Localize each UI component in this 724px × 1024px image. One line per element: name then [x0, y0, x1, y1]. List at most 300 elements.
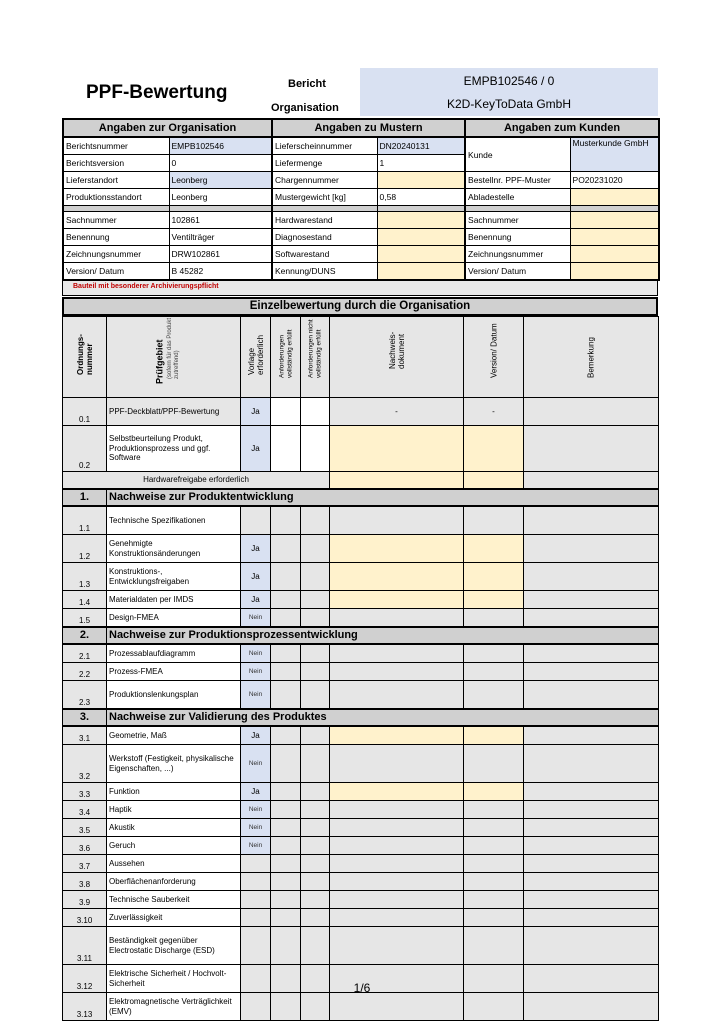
nachweis-cell[interactable] [330, 745, 464, 783]
vorlage-cell[interactable]: Ja [241, 783, 271, 801]
nicht-erfuellt-checkbox[interactable] [301, 535, 330, 563]
info-row [63, 212, 659, 229]
row-number: 3.11 [63, 927, 107, 965]
col-ordnung [63, 317, 107, 398]
col-ordnung-label: Ordnungs- nummer [75, 334, 94, 375]
col-erfuellt [271, 317, 301, 398]
bemerkung-cell[interactable] [524, 726, 659, 745]
nicht-erfuellt-checkbox[interactable] [301, 663, 330, 681]
version-cell[interactable] [464, 891, 524, 909]
row-text: Prozessablaufdiagramm [107, 644, 241, 663]
nicht-erfuellt-checkbox[interactable] [301, 891, 330, 909]
table-row [63, 681, 659, 710]
hardware-note: Hardwarefreigabe erforderlich [63, 472, 330, 490]
kunde-value[interactable] [570, 212, 659, 229]
section-row [63, 489, 659, 506]
nachweis-cell[interactable] [330, 644, 464, 663]
col-nachweis [330, 317, 464, 398]
nachweis-cell[interactable] [330, 535, 464, 563]
org-value[interactable]: B 45282 [169, 263, 272, 281]
muster-label: Softwarestand [272, 246, 377, 263]
erfuellt-checkbox[interactable] [271, 819, 301, 837]
section-row [63, 709, 659, 726]
nicht-erfuellt-checkbox[interactable] [301, 591, 330, 609]
nicht-erfuellt-checkbox[interactable] [301, 745, 330, 783]
row-text: Werkstoff (Festigkeit, physikalische Eigenschaften, ...) [107, 745, 241, 783]
bemerkung-cell[interactable] [524, 563, 659, 591]
nicht-erfuellt-checkbox[interactable] [301, 398, 330, 426]
muster-value[interactable] [377, 246, 465, 263]
kunde-value[interactable] [570, 189, 659, 206]
version-cell[interactable] [464, 726, 524, 745]
org-label: Berichtsnummer [63, 137, 169, 155]
table-row [63, 819, 659, 837]
archive-note: Bauteil mit besonderer Archivierungspflicht [73, 283, 219, 290]
row-text: Zuverlässigkeit [107, 909, 241, 927]
row-number: 3.2 [63, 745, 107, 783]
erfuellt-checkbox[interactable] [271, 726, 301, 745]
bemerkung-cell[interactable] [524, 644, 659, 663]
nicht-erfuellt-checkbox[interactable] [301, 801, 330, 819]
report-header [62, 68, 658, 118]
row-text: Akustik [107, 819, 241, 837]
row-number: 2.1 [63, 644, 107, 663]
table-row [63, 745, 659, 783]
version-cell[interactable] [464, 745, 524, 783]
table-row [63, 398, 659, 426]
bemerkung-cell[interactable] [524, 398, 659, 426]
col-bemerkung [524, 317, 659, 398]
nachweis-cell[interactable] [330, 873, 464, 891]
table-row [63, 891, 659, 909]
org-label: Benennung [63, 229, 169, 246]
bemerkung-cell[interactable] [524, 801, 659, 819]
section-title: Nachweise zur Validierung des Produktes [107, 709, 659, 726]
version-cell[interactable] [464, 644, 524, 663]
row-number: 1.1 [63, 506, 107, 535]
section-number: 3. [63, 709, 107, 726]
org-value[interactable]: Leonberg [169, 189, 272, 206]
nicht-erfuellt-checkbox[interactable] [301, 819, 330, 837]
ppf-document [62, 68, 658, 1021]
bemerkung-cell[interactable] [524, 909, 659, 927]
erfuellt-checkbox[interactable] [271, 563, 301, 591]
version-cell[interactable] [464, 993, 524, 1021]
version-cell[interactable] [464, 663, 524, 681]
row-text: Haptik [107, 801, 241, 819]
vorlage-cell[interactable] [241, 993, 271, 1021]
bemerkung-cell[interactable] [524, 855, 659, 873]
nachweis-cell[interactable] [330, 506, 464, 535]
muster-label: Kennung/DUNS [272, 263, 377, 281]
kunde-label: Version/ Datum [465, 263, 570, 281]
nachweis-cell[interactable] [330, 663, 464, 681]
nachweis-cell[interactable] [330, 726, 464, 745]
erfuellt-checkbox[interactable] [271, 591, 301, 609]
nicht-erfuellt-checkbox[interactable] [301, 873, 330, 891]
version-cell[interactable] [464, 927, 524, 965]
kunde-label: Zeichnungsnummer [465, 246, 570, 263]
version-cell[interactable] [464, 837, 524, 855]
row-text: Elektromagnetische Verträglichkeit (EMV) [107, 993, 241, 1021]
muster-label: Liefermenge [272, 155, 377, 172]
col-bemerkung-label: Bemerkung [586, 336, 596, 378]
vorlage-cell[interactable] [241, 873, 271, 891]
row-number: 1.2 [63, 535, 107, 563]
vorlage-cell[interactable]: Ja [241, 535, 271, 563]
bemerkung-cell[interactable] [524, 472, 659, 490]
bemerkung-cell[interactable] [524, 426, 659, 472]
table-row [63, 909, 659, 927]
table-row [63, 993, 659, 1021]
bemerkung-cell[interactable] [524, 591, 659, 609]
muster-value[interactable] [377, 172, 465, 189]
col-erfuellt-label: Anforderungen vollständig erfüllt [278, 329, 293, 378]
org-value[interactable]: Leonberg [169, 172, 272, 189]
section-number: 1. [63, 489, 107, 506]
row-number: 1.3 [63, 563, 107, 591]
evaluation-table [62, 316, 659, 1021]
row-text: Genehmigte Konstruktionsänderungen [107, 535, 241, 563]
row-text: Geruch [107, 837, 241, 855]
bemerkung-cell[interactable] [524, 681, 659, 710]
row-number: 3.8 [63, 873, 107, 891]
table-row [63, 591, 659, 609]
version-cell[interactable] [464, 609, 524, 628]
kunde-label: Kunde [465, 137, 570, 172]
nachweis-cell[interactable]: - [330, 398, 464, 426]
table-row [63, 563, 659, 591]
version-cell[interactable] [464, 855, 524, 873]
nachweis-cell[interactable] [330, 993, 464, 1021]
nachweis-cell[interactable] [330, 609, 464, 628]
erfuellt-checkbox[interactable] [271, 855, 301, 873]
org-value[interactable]: Ventilträger [169, 229, 272, 246]
nachweis-cell[interactable] [330, 909, 464, 927]
row-text: Design-FMEA [107, 609, 241, 628]
vorlage-cell[interactable]: Nein [241, 801, 271, 819]
section-title: Nachweise zur Produktentwicklung [107, 489, 659, 506]
nachweis-cell[interactable] [330, 591, 464, 609]
col-nicht-erfuellt [301, 317, 330, 398]
kunde-section-title: Angaben zum Kunden [465, 119, 659, 137]
kunde-value[interactable] [570, 229, 659, 246]
col-nicht-label: Anforderungen nicht vollständig erfüllt [307, 319, 322, 378]
vorlage-cell[interactable]: Nein [241, 681, 271, 710]
nachweis-cell[interactable] [330, 783, 464, 801]
nicht-erfuellt-checkbox[interactable] [301, 909, 330, 927]
kunde-label: Benennung [465, 229, 570, 246]
org-label: Lieferstandort [63, 172, 169, 189]
muster-value[interactable] [377, 229, 465, 246]
nachweis-cell[interactable] [330, 837, 464, 855]
row-number: 2.2 [63, 663, 107, 681]
table-row [63, 644, 659, 663]
bemerkung-cell[interactable] [524, 993, 659, 1021]
bemerkung-cell[interactable] [524, 535, 659, 563]
bemerkung-cell[interactable] [524, 663, 659, 681]
table-row [63, 426, 659, 472]
kunde-value[interactable] [570, 263, 659, 281]
muster-label: Chargennummer [272, 172, 377, 189]
vorlage-cell[interactable]: Nein [241, 663, 271, 681]
nachweis-cell[interactable] [330, 819, 464, 837]
nicht-erfuellt-checkbox[interactable] [301, 506, 330, 535]
table-row [63, 873, 659, 891]
row-number: 0.1 [63, 398, 107, 426]
muster-value[interactable]: 1 [377, 155, 465, 172]
table-row [63, 535, 659, 563]
nicht-erfuellt-checkbox[interactable] [301, 644, 330, 663]
organisation-value[interactable]: K2D-KeyToData GmbH [446, 97, 572, 111]
row-number: 3.1 [63, 726, 107, 745]
version-cell[interactable] [464, 783, 524, 801]
vorlage-cell[interactable]: Nein [241, 837, 271, 855]
nicht-erfuellt-checkbox[interactable] [301, 837, 330, 855]
muster-label: Diagnosestand [272, 229, 377, 246]
nicht-erfuellt-checkbox[interactable] [301, 726, 330, 745]
row-number: 3.5 [63, 819, 107, 837]
info-row [63, 172, 659, 189]
row-text: Elektrische Sicherheit / Hochvolt-Sicherheit [107, 965, 241, 993]
org-section-title: Angaben zur Organisation [63, 119, 272, 137]
organisation-label: Organisation [271, 102, 339, 114]
col-vorlage [241, 317, 271, 398]
erfuellt-checkbox[interactable] [271, 873, 301, 891]
nachweis-cell[interactable] [330, 891, 464, 909]
info-row [63, 246, 659, 263]
bericht-label: Bericht [288, 78, 326, 90]
erfuellt-checkbox[interactable] [271, 426, 301, 472]
col-pruef-sublabel: (sofern für das Produkt zutreffend) [166, 317, 180, 379]
bemerkung-cell[interactable] [524, 891, 659, 909]
table-row [63, 663, 659, 681]
col-version [464, 317, 524, 398]
bemerkung-cell[interactable] [524, 745, 659, 783]
header-value-box [360, 68, 658, 116]
info-row [63, 189, 659, 206]
section-title: Nachweise zur Produktionsprozessentwicklung [107, 627, 659, 644]
org-label: Zeichnungsnummer [63, 246, 169, 263]
bemerkung-cell[interactable] [524, 783, 659, 801]
row-number: 3.10 [63, 909, 107, 927]
col-nachweis-label: Nachweis- dokument [387, 331, 406, 369]
bemerkung-cell[interactable] [524, 609, 659, 628]
page-number: 1/6 [353, 981, 371, 995]
erfuellt-checkbox[interactable] [271, 783, 301, 801]
row-number: 3.13 [63, 993, 107, 1021]
nachweis-cell[interactable] [330, 927, 464, 965]
version-cell[interactable] [464, 472, 524, 490]
muster-value[interactable] [377, 212, 465, 229]
nachweis-cell[interactable] [330, 801, 464, 819]
nicht-erfuellt-checkbox[interactable] [301, 563, 330, 591]
nicht-erfuellt-checkbox[interactable] [301, 783, 330, 801]
muster-value[interactable] [377, 263, 465, 281]
erfuellt-checkbox[interactable] [271, 663, 301, 681]
nachweis-cell[interactable] [330, 855, 464, 873]
muster-value[interactable]: DN20240131 [377, 137, 465, 155]
org-label: Sachnummer [63, 212, 169, 229]
bemerkung-cell[interactable] [524, 819, 659, 837]
nicht-erfuellt-checkbox[interactable] [301, 927, 330, 965]
org-value[interactable]: EMPB102546 [169, 137, 272, 155]
erfuellt-checkbox[interactable] [271, 801, 301, 819]
row-text: Funktion [107, 783, 241, 801]
row-number: 2.3 [63, 681, 107, 710]
muster-section-title: Angaben zu Mustern [272, 119, 465, 137]
version-cell[interactable] [464, 506, 524, 535]
vorlage-cell[interactable]: Ja [241, 563, 271, 591]
erfuellt-checkbox[interactable] [271, 535, 301, 563]
kunde-value[interactable]: PO20231020 [570, 172, 659, 189]
col-vorlage-label: Vorlage erforderlich [246, 334, 265, 375]
bemerkung-cell[interactable] [524, 837, 659, 855]
kunde-label: Sachnummer [465, 212, 570, 229]
evaluation-title: Einzelbewertung durch die Organisation [62, 297, 658, 316]
version-cell[interactable] [464, 563, 524, 591]
org-label: Version/ Datum [63, 263, 169, 281]
nicht-erfuellt-checkbox[interactable] [301, 426, 330, 472]
nicht-erfuellt-checkbox[interactable] [301, 609, 330, 628]
erfuellt-checkbox[interactable] [271, 993, 301, 1021]
nicht-erfuellt-checkbox[interactable] [301, 855, 330, 873]
archive-note-bar [62, 281, 658, 296]
org-value[interactable]: DRW102861 [169, 246, 272, 263]
version-cell[interactable] [464, 681, 524, 710]
vorlage-cell[interactable]: Nein [241, 609, 271, 628]
row-number: 3.12 [63, 965, 107, 993]
erfuellt-checkbox[interactable] [271, 927, 301, 965]
hardware-row [63, 472, 659, 490]
erfuellt-checkbox[interactable] [271, 506, 301, 535]
row-text: Prozess-FMEA [107, 663, 241, 681]
info-row [63, 229, 659, 246]
row-text: Selbstbeurteilung Produkt, Produktionsprozess und ggf. Software [107, 426, 241, 472]
section-number: 2. [63, 627, 107, 644]
org-label: Produktionsstandort [63, 189, 169, 206]
row-text: Konstruktions-, Entwicklungsfreigaben [107, 563, 241, 591]
vorlage-cell[interactable]: Ja [241, 726, 271, 745]
table-row [63, 783, 659, 801]
row-text: Beständigkeit gegenüber Electrostatic Discharge (ESD) [107, 927, 241, 965]
org-value[interactable]: 102861 [169, 212, 272, 229]
version-cell[interactable] [464, 873, 524, 891]
table-row [63, 506, 659, 535]
table-row [63, 837, 659, 855]
row-text: Geometrie, Maß [107, 726, 241, 745]
info-row [63, 137, 659, 155]
table-row [63, 609, 659, 628]
nicht-erfuellt-checkbox[interactable] [301, 681, 330, 710]
col-pruefgebiet [107, 317, 241, 398]
version-cell[interactable]: - [464, 398, 524, 426]
row-text: Produktionslenkungsplan [107, 681, 241, 710]
muster-label: Hardwarestand [272, 212, 377, 229]
erfuellt-checkbox[interactable] [271, 398, 301, 426]
muster-value[interactable]: 0,58 [377, 189, 465, 206]
bemerkung-cell[interactable] [524, 927, 659, 965]
vorlage-cell[interactable]: Ja [241, 426, 271, 472]
table-row [63, 801, 659, 819]
org-value[interactable]: 0 [169, 155, 272, 172]
vorlage-cell[interactable]: Ja [241, 398, 271, 426]
bericht-value[interactable]: EMPB102546 / 0 [463, 74, 555, 88]
vorlage-cell[interactable]: Ja [241, 591, 271, 609]
vorlage-cell[interactable] [241, 506, 271, 535]
kunde-value[interactable] [570, 246, 659, 263]
column-header-row [63, 317, 659, 398]
version-cell[interactable] [464, 591, 524, 609]
vorlage-cell[interactable] [241, 855, 271, 873]
nachweis-cell[interactable] [330, 681, 464, 710]
version-cell[interactable] [464, 909, 524, 927]
col-version-label: Version/ Datum [488, 322, 498, 378]
erfuellt-checkbox[interactable] [271, 837, 301, 855]
vorlage-cell[interactable] [241, 927, 271, 965]
erfuellt-checkbox[interactable] [271, 909, 301, 927]
row-number: 3.7 [63, 855, 107, 873]
nachweis-cell[interactable] [330, 472, 464, 490]
row-number: 0.2 [63, 426, 107, 472]
row-number: 3.3 [63, 783, 107, 801]
bemerkung-cell[interactable] [524, 873, 659, 891]
table-row [63, 855, 659, 873]
row-text: PPF-Deckblatt/PPF-Bewertung [107, 398, 241, 426]
col-pruef-label: Prüfgebiet [153, 338, 164, 384]
row-number: 3.4 [63, 801, 107, 819]
erfuellt-checkbox[interactable] [271, 644, 301, 663]
info-row [63, 263, 659, 281]
nachweis-cell[interactable] [330, 426, 464, 472]
version-cell[interactable] [464, 535, 524, 563]
erfuellt-checkbox[interactable] [271, 891, 301, 909]
row-text: Materialdaten per IMDS [107, 591, 241, 609]
nachweis-cell[interactable] [330, 563, 464, 591]
page-title: PPF-Bewertung [86, 82, 228, 103]
table-row [63, 726, 659, 745]
erfuellt-checkbox[interactable] [271, 681, 301, 710]
vorlage-cell[interactable] [241, 891, 271, 909]
section-row [63, 627, 659, 644]
muster-label: Lieferscheinnummer [272, 137, 377, 155]
row-text: Aussehen [107, 855, 241, 873]
row-number: 3.9 [63, 891, 107, 909]
kunde-value[interactable]: Musterkunde GmbH [570, 137, 659, 172]
vorlage-cell[interactable]: Nein [241, 745, 271, 783]
row-number: 3.6 [63, 837, 107, 855]
nicht-erfuellt-checkbox[interactable] [301, 993, 330, 1021]
vorlage-cell[interactable]: Nein [241, 644, 271, 663]
muster-label: Mustergewicht [kg] [272, 189, 377, 206]
kunde-label: Bestellnr. PPF-Muster [465, 172, 570, 189]
erfuellt-checkbox[interactable] [271, 745, 301, 783]
row-number: 1.5 [63, 609, 107, 628]
vorlage-cell[interactable] [241, 909, 271, 927]
vorlage-cell[interactable]: Nein [241, 819, 271, 837]
bemerkung-cell[interactable] [524, 506, 659, 535]
info-table [62, 118, 660, 281]
row-text: Technische Spezifikationen [107, 506, 241, 535]
row-number: 1.4 [63, 591, 107, 609]
table-row [63, 927, 659, 965]
row-text: Oberflächenanforderung [107, 873, 241, 891]
erfuellt-checkbox[interactable] [271, 609, 301, 628]
version-cell[interactable] [464, 801, 524, 819]
version-cell[interactable] [464, 426, 524, 472]
kunde-label: Abladestelle [465, 189, 570, 206]
version-cell[interactable] [464, 819, 524, 837]
